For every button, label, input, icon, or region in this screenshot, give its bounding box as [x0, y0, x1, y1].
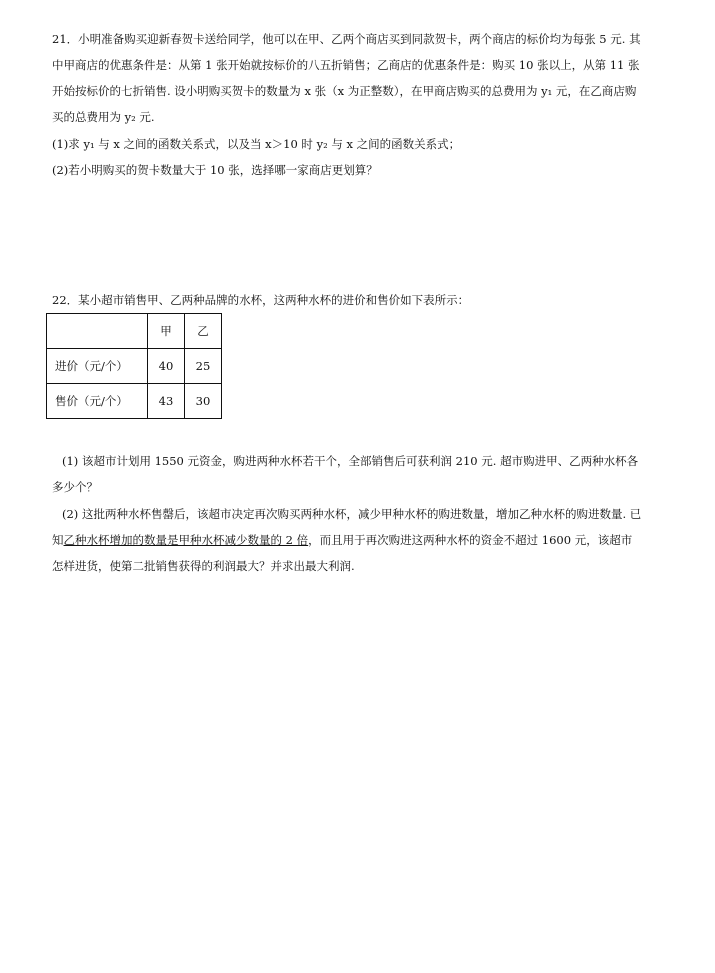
table-row	[47, 349, 222, 384]
q21-part-1: (1)求 y₁ 与 x 之间的函数关系式，以及当 x＞10 时 y₂ 与 x 之间的函数关系式；	[52, 137, 461, 151]
table-cell: 30	[185, 384, 222, 419]
q22-intro: 22．某小超市销售甲、乙两种品牌的水杯，这两种水杯的进价和售价如下表所示：	[52, 293, 470, 307]
table-cell: 25	[185, 349, 222, 384]
q21-text-line-1: 21．小明准备购买迎新春贺卡送给同学，他可以在甲、乙两个商店买到同款贺卡，两个商店的标价均为每张 5 元. 其	[52, 32, 641, 46]
table-row-label: 进价（元/个）	[47, 349, 148, 384]
q22-part-2-line-2-prefix: 知	[52, 533, 64, 547]
table-header-cell: 甲	[148, 314, 185, 349]
q22-part-1-line-1: (1) 该超市计划用 1550 元资金，购进两种水杯若干个，全部销售后可获利润 210 元. 超市购进甲、乙两种水杯各	[62, 454, 639, 468]
q22-part-2-line-3: 怎样进货，使第二批销售获得的利润最大？并求出最大利润.	[52, 559, 355, 573]
q21-text-line-4: 买的总费用为 y₂ 元.	[52, 110, 155, 124]
q22-part-2-line-1: (2) 这批两种水杯售罄后，该超市决定再次购买两种水杯，减少甲种水杯的购进数量，增加乙种水杯的购进数量. 已	[62, 507, 642, 521]
q21-text-line-2: 中甲商店的优惠条件是：从第 1 张开始就按标价的八五折销售；乙商店的优惠条件是：购买 10 张以上，从第 11 张	[52, 58, 640, 72]
table-row	[47, 384, 222, 419]
table-cell: 43	[148, 384, 185, 419]
q21-part-2: (2)若小明购买的贺卡数量大于 10 张，选择哪一家商店更划算？	[52, 163, 378, 177]
table-cell: 40	[148, 349, 185, 384]
underlined-condition: 乙种水杯增加的数量是甲种水杯减少数量的 2 倍	[63, 533, 309, 547]
q22-part-1-line-2: 多少个？	[52, 480, 98, 494]
q22-part-2-line-2	[52, 533, 632, 547]
q22-part-2-line-2-suffix: ，而且用于再次购进这两种水杯的资金不超过 1600 元，该超市	[308, 533, 633, 547]
table-header-cell	[47, 314, 148, 349]
table-header-cell: 乙	[185, 314, 222, 349]
price-table	[46, 313, 222, 419]
table-row-label: 售价（元/个）	[47, 384, 148, 419]
q21-text-line-3: 开始按标价的七折销售. 设小明购买贺卡的数量为 x 张（x 为正整数），在甲商店购买的总费用为 y₁ 元，在乙商店购	[52, 84, 637, 98]
table-header-row	[47, 314, 222, 349]
